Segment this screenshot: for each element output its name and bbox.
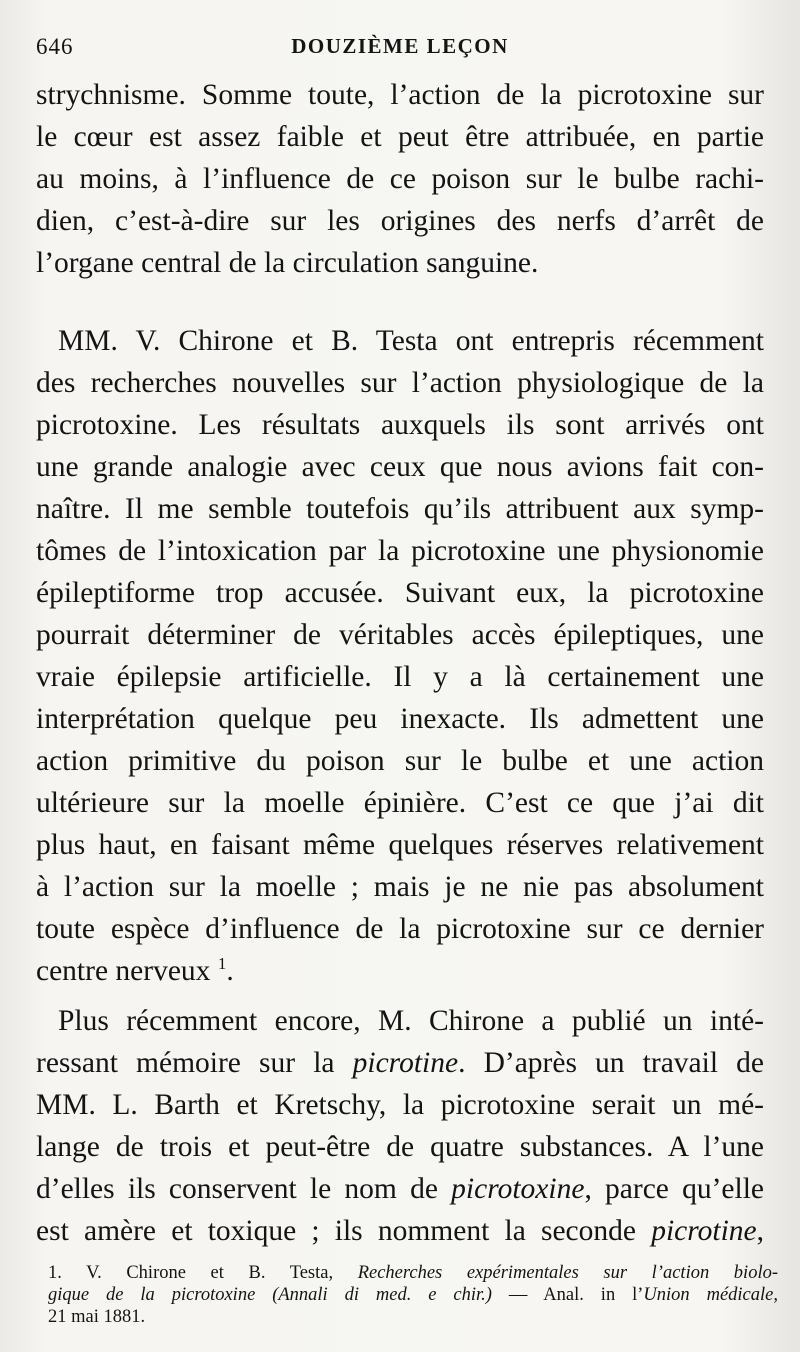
italic-term: picrotoxine xyxy=(451,1173,585,1205)
text-line: naître. Il me semble toutefois qu’ils attribuent aux symp- xyxy=(36,493,764,525)
text-line: dien, c’est-à-dire sur les origines des nerfs d’arrêt de xyxy=(36,205,764,237)
paragraph-3 xyxy=(36,1000,764,1252)
text-line xyxy=(36,1042,764,1084)
text-line xyxy=(36,1210,764,1252)
text-fragment: d’elles ils conservent le nom de xyxy=(36,1173,438,1205)
footnote-number: 1. xyxy=(48,1263,62,1283)
footnote-marker: 1 xyxy=(217,954,227,974)
text-line: épileptiforme trop accusée. Suivant eux, la picrotoxine xyxy=(36,577,764,609)
text-line: lange de trois et peut-être de quatre substances. A l’une xyxy=(36,1131,764,1163)
text-line: vraie épilepsie artificielle. Il y a là certainement une xyxy=(36,661,764,693)
text-line-last xyxy=(36,950,764,992)
text-line: à l’action sur la moelle ; mais je ne nie pas absolument xyxy=(36,871,764,903)
footnote-line xyxy=(48,1262,778,1284)
page-number: 646 xyxy=(36,34,74,59)
footnote-line xyxy=(48,1284,778,1306)
text-line: au moins, à l’influence de ce poison sur le bulbe rachi- xyxy=(36,163,764,195)
paragraph-gap xyxy=(36,992,764,1000)
text-line: Plus récemment encore, M. Chirone a publié un inté- xyxy=(58,1005,764,1037)
text-line: strychnisme. Somme toute, l’action de la picrotoxine sur xyxy=(36,79,764,111)
footnote-journal: Union médicale, xyxy=(643,1285,778,1305)
footnote-authors: V. Chirone et B. Testa, xyxy=(86,1263,334,1283)
italic-term: picrotine xyxy=(651,1215,757,1247)
footnote-date: 21 mai 1881. xyxy=(48,1307,146,1327)
footnote-ref: — Anal. in l’ xyxy=(491,1285,644,1305)
page-header xyxy=(36,30,764,66)
text-fragment: est amère et toxique ; ils nomment la seconde xyxy=(36,1215,636,1247)
text-line: une grande analogie avec ceux que nous avions fait con- xyxy=(36,451,764,483)
text-line: MM. L. Barth et Kretschy, la picrotoxine serait un mé- xyxy=(36,1089,764,1121)
text-fragment: . D’après un travail de xyxy=(458,1047,765,1079)
text-line: tômes de l’intoxication par la picrotoxine une physionomie xyxy=(36,535,764,567)
text-line xyxy=(36,1168,764,1210)
text-line: MM. V. Chirone et B. Testa ont entrepris récemment xyxy=(58,325,764,357)
text-line: interprétation quelque peu inexacte. Ils admettent une xyxy=(36,703,764,735)
text-line: toute espèce d’influence de la picrotoxine sur ce dernier xyxy=(36,913,764,945)
running-title: DOUZIÈME LEÇON xyxy=(291,34,509,58)
text-fragment: centre nerveux xyxy=(36,955,211,987)
text-line: ultérieure sur la moelle épinière. C’est ce que j’ai dit xyxy=(36,787,764,819)
footnote xyxy=(48,1262,778,1328)
text-fragment: , xyxy=(756,1215,764,1247)
footnote-title: gique de la picrotoxine (Annali di med. e chir.) xyxy=(48,1285,492,1305)
text-line: picrotoxine. Les résultats auxquels ils sont arrivés ont xyxy=(36,409,764,441)
text-line: pourrait déterminer de véritables accès épileptiques, une xyxy=(36,619,764,651)
text-fragment: , parce qu’elle xyxy=(584,1173,764,1205)
text-line: l’organe central de la circulation sanguine. xyxy=(36,247,539,279)
footnote-title: Recherches expérimentales sur l’action biolo- xyxy=(357,1263,778,1283)
text-line: plus haut, en faisant même quelques réserves relativement xyxy=(36,829,764,861)
italic-term: picrotine xyxy=(352,1047,459,1079)
text-line: des recherches nouvelles sur l’action physiologique de la xyxy=(36,367,764,399)
body-text xyxy=(36,74,764,1252)
paragraph-gap xyxy=(36,284,764,320)
text-line: le cœur est assez faible et peut être attribuée, en partie xyxy=(36,121,764,153)
paragraph-2 xyxy=(36,320,764,992)
text-fragment: . xyxy=(226,955,234,987)
text-fragment: ressant mémoire sur la xyxy=(36,1047,335,1079)
paragraph-1 xyxy=(36,74,764,284)
text-line: action primitive du poison sur le bulbe et une action xyxy=(36,745,764,777)
